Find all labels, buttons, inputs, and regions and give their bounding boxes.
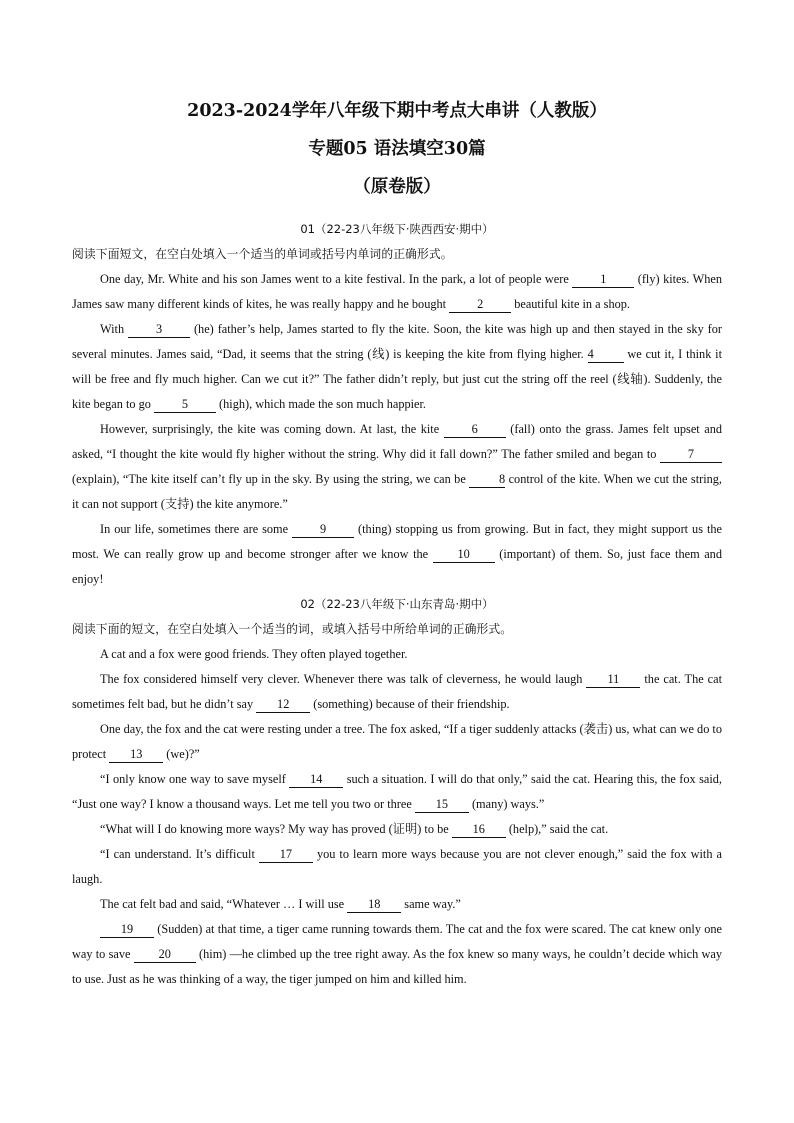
blank-19: 19 (100, 921, 154, 938)
blank-8: 8 (469, 471, 505, 488)
blank-6: 6 (444, 421, 506, 438)
blank-12: 12 (256, 696, 310, 713)
passage-2-paragraph-2 (72, 667, 722, 717)
passage-2-paragraph-3 (72, 717, 722, 767)
passage-2-source: 02（22-23八年级下·山东青岛·期中） (300, 597, 494, 611)
passage-1-instruction: 阅读下面短文，在空白处填入一个适当的单词或括号内单词的正确形式。 (72, 247, 453, 261)
blank-9: 9 (292, 521, 354, 538)
passage-1-source: 01（22-23八年级下·陕西西安·期中） (300, 222, 494, 236)
text-segment: same way.” (401, 897, 461, 911)
passage-2-paragraph-8 (72, 917, 722, 992)
exercise-content (72, 217, 722, 992)
text-segment: the cat. The cat sometimes felt bad, but he didn’t say (72, 672, 722, 711)
text-segment: In our life, sometimes there are some (100, 522, 293, 536)
text-segment: (fall) onto the grass. James felt upset and asked, “I thought the kite would fly higher without the string. Why did it fall down?” The father smiled and began to (72, 422, 722, 461)
blank-13: 13 (109, 746, 163, 763)
text-segment: However, surprisingly, the kite was coming down. At last, the kite (100, 422, 444, 436)
passage-2-paragraph-4 (72, 767, 722, 817)
text-segment: (Sudden) at that time, a tiger came running towards them. The cat and the fox were scared. The cat knew only one way to save (72, 922, 722, 961)
text-segment: control of the kite. When we cut the string, it can not support (支持) the kite anymore.” (72, 472, 722, 511)
blank-7: 7 (660, 446, 722, 463)
page-title: 2023-2024学年八年级下期中考点大串讲（人教版） (187, 101, 607, 121)
page-subtitle: 专题05 语法填空30篇 (308, 139, 486, 159)
text-segment: “I can understand. It’s difficult (100, 847, 259, 861)
text-segment: “What will I do knowing more ways? My way has proved (证明) to be (100, 822, 452, 836)
blank-20: 20 (134, 946, 196, 963)
blank-2: 2 (449, 296, 511, 313)
blank-15: 15 (415, 796, 469, 813)
passage-1-paragraph-1 (72, 267, 722, 317)
text-segment: (he) father’s help, James started to fly the kite. Soon, the kite was high up and then stayed in the sky for several minutes. James said, “Dad, it seems that the string (线) is keeping the kite from flying higher. (72, 322, 722, 361)
text-segment: The fox considered himself very clever. Whenever there was talk of cleverness, he would laugh (100, 672, 587, 686)
text-segment: (thing) stopping us from growing. But in fact, they might support us the most. We can really grow up and become stronger after we know the (72, 522, 722, 561)
passage-2-paragraph-7 (72, 892, 722, 917)
text-segment: (important) of them. So, just face them and enjoy! (72, 547, 722, 586)
blank-16: 16 (452, 821, 506, 838)
text-segment: (many) ways.” (468, 797, 545, 811)
text-segment: (high), which made the son much happier. (215, 397, 426, 411)
passage-2-paragraph-6 (72, 842, 722, 892)
text-segment: (explain), “The kite itself can’t fly up in the sky. By using the string, we can be (72, 472, 470, 486)
title-block (0, 96, 794, 208)
text-segment: (him) —he climbed up the tree right away. As the fox knew so many ways, he couldn’t decide which way to use. Just as he was thinking of a way, the tiger jumped on him and killed him. (72, 947, 723, 986)
passage-1-paragraph-3 (72, 417, 722, 517)
text-segment: The cat felt bad and said, “Whatever … I will use (100, 897, 348, 911)
blank-11: 11 (586, 671, 640, 688)
text-segment: we cut it, I think it will be free and fly much higher. Can we cut it?” The father didn’t reply, but just cut the string off the reel (线轴). Suddenly, the kite began to go (72, 347, 722, 411)
blank-4: 4 (588, 346, 624, 363)
text-segment: (help),” said the cat. (505, 822, 609, 836)
blank-18: 18 (347, 896, 401, 913)
text-segment: One day, Mr. White and his son James went to a kite festival. In the park, a lot of people were (100, 272, 573, 286)
blank-3: 3 (128, 321, 190, 338)
passage-2-paragraph-1: A cat and a fox were good friends. They often played together. (100, 647, 408, 661)
blank-17: 17 (259, 846, 313, 863)
text-segment: One day, the fox and the cat were resting under a tree. The fox asked, “If a tiger suddenly attacks (袭击) us, what can we do to protect (72, 722, 722, 761)
passage-2-instruction: 阅读下面的短文，在空白处填入一个适当的词，或填入括号中所给单词的正确形式。 (72, 622, 513, 636)
passage-2-paragraph-5 (72, 817, 722, 842)
passage-1-paragraph-2 (72, 317, 722, 417)
text-segment: beautiful kite in a shop. (511, 297, 630, 311)
passage-1-paragraph-4 (72, 517, 722, 592)
text-segment: you to learn more ways because you are not clever enough,” said the fox with a laugh. (72, 847, 722, 886)
text-segment: (fly) kites. When James saw many different kinds of kites, he was really happy and he bought (72, 272, 722, 311)
edition-label: （原卷版） (353, 177, 441, 197)
blank-10: 10 (433, 546, 495, 563)
text-segment: “I only know one way to save myself (100, 772, 290, 786)
blank-14: 14 (289, 771, 343, 788)
text-segment: such a situation. I will do that only,” said the cat. Hearing this, the fox said, “Just one way? I know a thousand ways. Let me tell you two or three (72, 772, 723, 811)
blank-1: 1 (572, 271, 634, 288)
text-segment: With (100, 322, 129, 336)
text-segment: (we)?” (163, 747, 200, 761)
text-segment: (something) because of their friendship. (310, 697, 510, 711)
blank-5: 5 (154, 396, 216, 413)
